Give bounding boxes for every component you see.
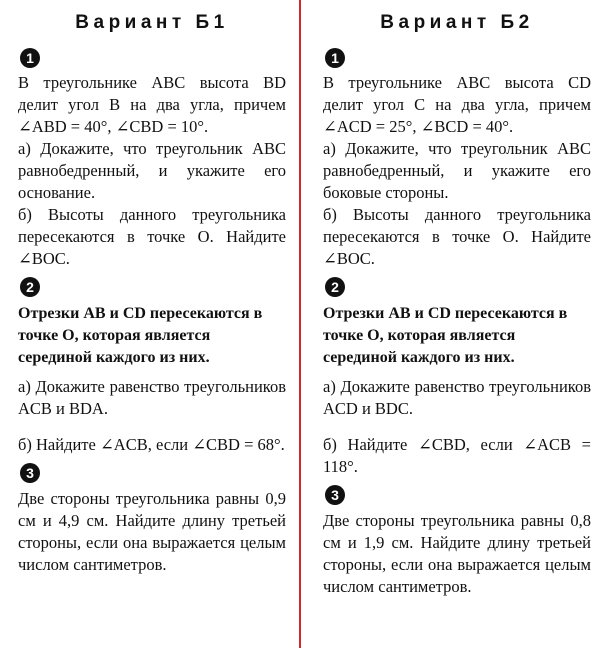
task1-part-a: а) Докажите, что треугольник ABC равнобедренный, и укажите его боковые стороны. [323, 139, 591, 202]
task2-condition: Отрезки AB и CD пересекаются в точке O, которая является серединой каждого из них. [18, 305, 263, 366]
variant-b1-column [18, 0, 286, 576]
task2-condition: Отрезки AB и CD пересекаются в точке O, которая является серединой каждого из них. [323, 305, 568, 366]
task3-text: Две стороны треугольника равны 0,9 см и 4,9 см. Найдите длину третьей стороны, если она выражается целым числом сантиметров. [18, 489, 286, 574]
task-number-badge: 2 [20, 277, 40, 297]
task-number-badge: 3 [325, 485, 345, 505]
task-number-badge: 1 [325, 48, 345, 68]
task1-part-a: а) Докажите, что треугольник ABC равнобедренный, и укажите его основание. [18, 139, 286, 202]
task2-part-b: б) Найдите ∠ACB, если ∠CBD = 68°. [18, 435, 285, 454]
task1-part-b: б) Высоты данного треугольника пересекаются в точке O. Найдите ∠BOC. [323, 205, 591, 268]
variant-title: Вариант Б2 [380, 12, 534, 33]
task-number-badge: 1 [20, 48, 40, 68]
variant-title: Вариант Б1 [75, 12, 229, 33]
task2-part-b: б) Найдите ∠CBD, если ∠ACB = 118°. [323, 435, 591, 476]
task3-text: Две стороны треугольника равны 0,8 см и 1,9 см. Найдите длину третьей стороны, если она выражается целым числом сантиметров. [323, 511, 591, 596]
task-number-badge: 2 [325, 277, 345, 297]
column-divider [299, 0, 301, 648]
task2-part-a: а) Докажите равенство треугольников ACB и BDA. [18, 377, 286, 418]
task2-part-a: а) Докажите равенство треугольников ACD и BDC. [323, 377, 591, 418]
task1-part-b: б) Высоты данного треугольника пересекаются в точке O. Найдите ∠BOC. [18, 205, 286, 268]
variant-b2-column [323, 0, 591, 598]
task1-condition: В треугольнике ABC высота BD делит угол B на два угла, причем ∠ABD = 40°, ∠CBD = 10°. [18, 73, 286, 136]
task-number-badge: 3 [20, 463, 40, 483]
task1-condition: В треугольнике ABC высота CD делит угол C на два угла, причем ∠ACD = 25°, ∠BCD = 40°. [323, 73, 591, 136]
